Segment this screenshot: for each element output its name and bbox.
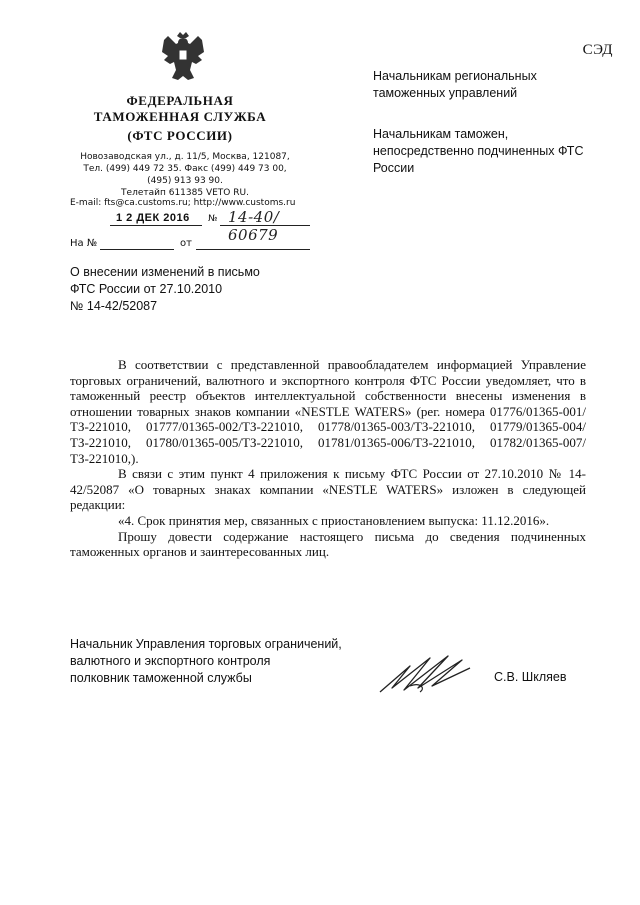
reference-from-label: от: [180, 238, 192, 249]
agency-name-line2: ТАМОЖЕННАЯ СЛУЖБА: [93, 109, 267, 124]
letter-body: [70, 357, 586, 560]
agency-phone2: (495) 913 93 90.: [147, 176, 223, 186]
body-paragraph-3: «4. Срок принятия мер, связанных с приостановлением выпуска: 11.12.2016».: [118, 512, 550, 528]
signature-block: [70, 636, 390, 687]
date-underline: [110, 225, 202, 226]
agency-address: Новозаводская ул., д. 11/5, Москва, 121087,: [80, 152, 290, 162]
agency-telex: Телетайп 611385 VETO RU.: [121, 188, 249, 198]
body-paragraph-4: Прошу довести содержание настоящего письма до сведения подчиненных таможенных органов и заинтересованных лиц.: [70, 528, 586, 560]
agency-phone: Тел. (499) 449 72 35. Факс (499) 449 73 00,: [83, 164, 287, 174]
registration-date: 1 2 ДЕК 2016: [116, 212, 190, 224]
subject-line1: О внесении изменений в письмо: [70, 265, 260, 279]
agency-email-web: E-mail: fts@ca.customs.ru; http://www.customs.ru: [70, 198, 296, 208]
registration-number: 14-40/ 60679: [228, 208, 280, 244]
agency-abbreviation: (ФТС РОССИИ): [127, 128, 233, 143]
reference-date-underline: [196, 249, 310, 250]
eagle-emblem-icon: [158, 30, 208, 86]
signer-title-line1: Начальник Управления торговых ограничений,: [70, 637, 342, 651]
handwritten-signature: [370, 648, 480, 696]
signer-title-line3: полковник таможенной службы: [70, 671, 252, 685]
reference-number-underline: [100, 249, 174, 250]
corner-mark: СЭД: [582, 42, 613, 58]
reference-line: [70, 238, 310, 249]
signer-name: С.В. Шкляев: [494, 670, 567, 684]
subject-line2: ФТС России от 27.10.2010: [70, 282, 223, 296]
agency-name-line1: ФЕДЕРАЛЬНАЯ: [126, 93, 234, 108]
addressee-customs: Начальникам таможен, непосредственно подчиненных ФТС России: [373, 127, 584, 175]
reference-number-label: На №: [70, 238, 98, 249]
signer-title-line2: валютного и экспортного контроля: [70, 654, 271, 668]
subject-line3: № 14-42/52087: [70, 299, 158, 313]
registration-number-label: №: [208, 214, 218, 224]
body-paragraph-2: В связи с этим пункт 4 приложения к письму ФТС России от 27.10.2010 № 14-42/52087 «О товарных знаках компании «NESTLE WATERS» изложен в следующей редакции:: [70, 466, 586, 513]
body-paragraph-1: В соответствии с представленной правообладателем информацией Управление торговых ограничений, валютного и экспортного контроля ФТС России уведомляет, что в таможенный реестр объектов интеллектуальной собственности внесены изменения в отношении товарных знаков компании «NESTLE WATERS» (рег. номера 01776/01365-001/ТЗ-221010, 01777/01365-002/ТЗ-221010, 01778/01365-003/ТЗ-221010, 01779/01365-004/ТЗ-221010, 01780/01365-005/ТЗ-221010, 01781/01365-006/ТЗ-221010, 01782/01365-007/ТЗ-221010,).: [70, 357, 586, 466]
addressee-regional: Начальникам региональных таможенных управлений: [373, 69, 537, 100]
letter-subject: [70, 264, 330, 315]
